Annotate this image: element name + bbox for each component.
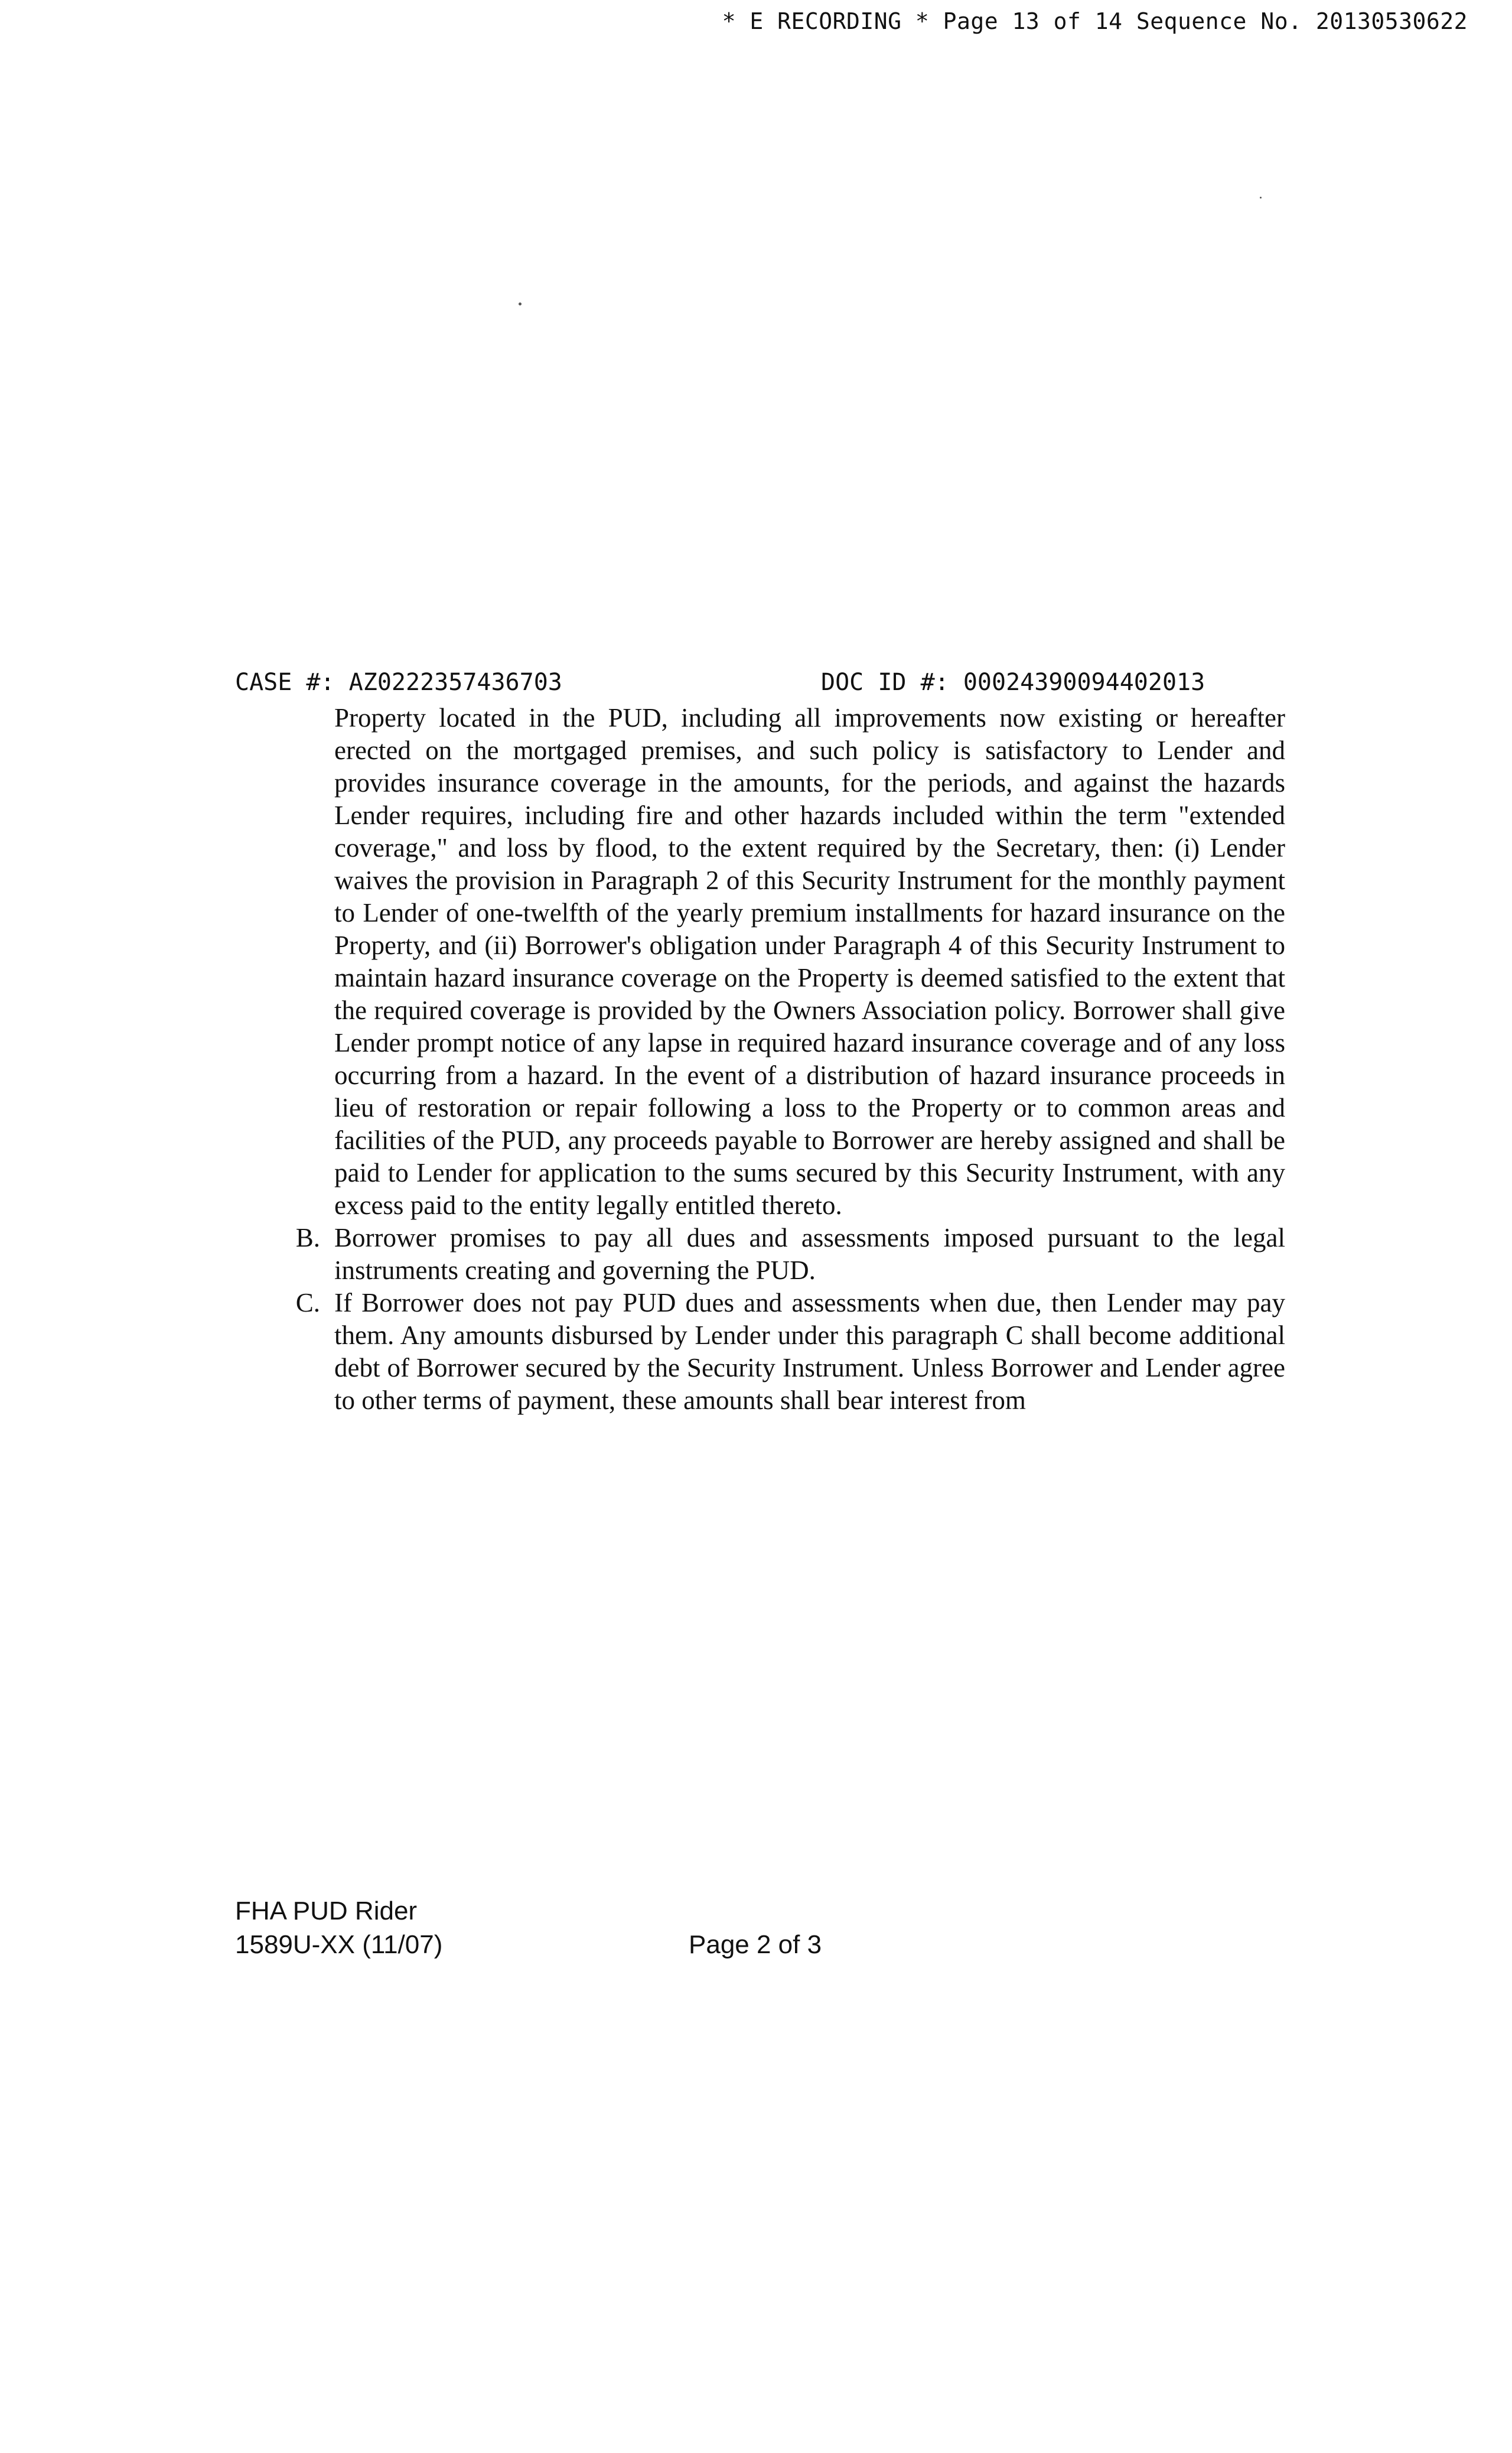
- clause-marker: B.: [295, 1223, 320, 1252]
- form-footer: [235, 1894, 442, 1961]
- clause-marker: C.: [295, 1288, 320, 1317]
- form-number: 1589U-XX (11/07): [235, 1930, 443, 1959]
- document-id: DOC ID #: 00024390094402013: [821, 669, 1205, 696]
- rider-body: [295, 702, 1285, 1417]
- case-id-line: [235, 669, 1286, 700]
- clause-text: If Borrower does not pay PUD dues and assessments when due, then Lender may pay them. Any amounts disbursed by Lender under this paragraph C shall become additional debt of Borrower secured by the Security Instrument. Unless Borrower and Lender agree to other terms of payment, these amounts shall bear interest from: [334, 1288, 1285, 1415]
- page-number: Page 2 of 3: [689, 1930, 822, 1959]
- form-name: FHA PUD Rider: [235, 1896, 418, 1925]
- clause-c: [295, 1287, 1285, 1417]
- clause-b: [295, 1222, 1285, 1287]
- case-number: CASE #: AZ0222357436703: [235, 669, 562, 696]
- recording-header: * E RECORDING * Page 13 of 14 Sequence No. 20130530622: [722, 8, 1468, 34]
- scan-speck: [519, 302, 522, 305]
- clause-text: Borrower promises to pay all dues and assessments imposed pursuant to the legal instruments creating and governing the PUD.: [334, 1223, 1285, 1285]
- scan-speck: [1260, 197, 1262, 199]
- insurance-paragraph: Property located in the PUD, including all improvements now existing or hereafter erected on the mortgaged premises, and such policy is satisfactory to Lender and provides insurance coverage in the amounts, for the periods, and against the hazards Lender requires, including fire and other hazards included within the term "extended coverage," and loss by flood, to the extent required by the Secretary, then: (i) Lender waives the provision in Paragraph 2 of this Security Instrument for the monthly payment to Lender of one-twelfth of the yearly premium installments for hazard insurance on the Property, and (ii) Borrower's obligation under Paragraph 4 of this Security Instrument to maintain hazard insurance coverage on the Property is deemed satisfied to the extent that the required coverage is provided by the Owners Association policy. Borrower shall give Lender prompt notice of any lapse in required hazard insurance coverage and of any loss occurring from a hazard. In the event of a distribution of hazard insurance proceeds in lieu of restoration or repair following a loss to the Property or to common areas and facilities of the PUD, any proceeds payable to Borrower are hereby assigned and shall be paid to Lender for application to the sums secured by this Security Instrument, with any excess paid to the entity legally entitled thereto.: [334, 703, 1285, 1220]
